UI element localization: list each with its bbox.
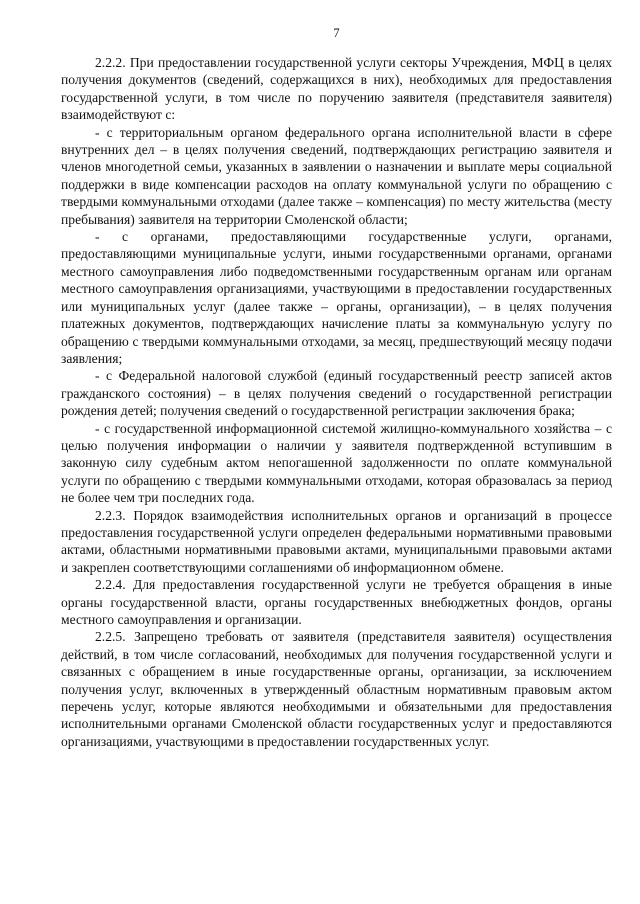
- paragraph-2-2-4: 2.2.4. Для предоставления государственной услуги не требуется обращения в иные органы государственной власти, органы государственных внебюджетных фондов, органы местного самоуправления и организации.: [61, 577, 612, 627]
- paragraph-2-2-5: 2.2.5. Запрещено требовать от заявителя (представителя заявителя) осуществления действий, в том числе согласований, необходимых для получения государственной услуги и связанных с обращением в иные государственные органы, организации, за исключением получения услуг, включенных в утвержденный областным нормативным правовым актом перечень услуг, которые являются необходимыми и обязательными для предоставления исполнительными органами Смоленской области государственных услуг и предоставляются организациями, участвующими в предоставлении государственных услуг.: [61, 629, 612, 749]
- paragraph-2-2-2: 2.2.2. При предоставлении государственной услуги секторы Учреждения, МФЦ в целях получения документов (сведений, содержащихся в них), необходимых для предоставления государственной услуги, в том числе по поручению заявителя (представителя заявителя) взаимодействуют с:: [61, 55, 612, 123]
- list-item-internal-affairs: - с территориальным органом федерального органа исполнительной власти в сфере внутренних дел – в целях получения сведений, подтверждающих регистрацию заявителя и членов многодетной семьи, указанных в заявлении о назначении и выплате меры социальной поддержки в виде компенсации расходов на оплату коммунальной услуги по обращению с твердыми коммунальными отходами (далее также – компенсация) по месту жительства (месту пребывания) заявителя на территории Смоленской области;: [61, 124, 612, 227]
- paragraph-2-2-3: 2.2.3. Порядок взаимодействия исполнительных органов и организаций в процессе предоставления государственной услуги определен федеральными нормативными правовыми актами, областными нормативными правовыми актами, муниципальными правовыми актами и закреплен соответствующими соглашениями об информационном обмене.: [61, 507, 612, 575]
- list-item-housing-system: - с государственной информационной системой жилищно-коммунального хозяйства – с целью получения информации о наличии у заявителя подтвержденной вступившим в законную силу судебным актом непогашенной задолженности по оплате коммунальной услуги по обращению с твердыми коммунальными отходами, которая образовалась за период не более чем три последних года.: [61, 420, 612, 506]
- list-item-service-organs: - с органами, предоставляющими государственные услуги, органами, предоставляющими муниципальные услуги, иными государственными органами, органами местного самоуправления либо подведомственными государственным органам или органам местного самоуправления организациями, участвующими в предоставлении государственных или муниципальных услуг (далее также – органы, организации), – в целях получения платежных документов, подтверждающих начисление платы за коммунальную услугу по обращению с твердыми коммунальными отходами, за месяц, предшествующий месяцу подачи заявления;: [61, 229, 612, 366]
- list-item-tax-service: - с Федеральной налоговой службой (единый государственный реестр записей актов гражданского состояния) – в целях получения сведений о государственной регистрации рождения детей; получения сведений о государственной регистрации заключения брака;: [61, 368, 612, 419]
- page-number: 7: [333, 26, 340, 40]
